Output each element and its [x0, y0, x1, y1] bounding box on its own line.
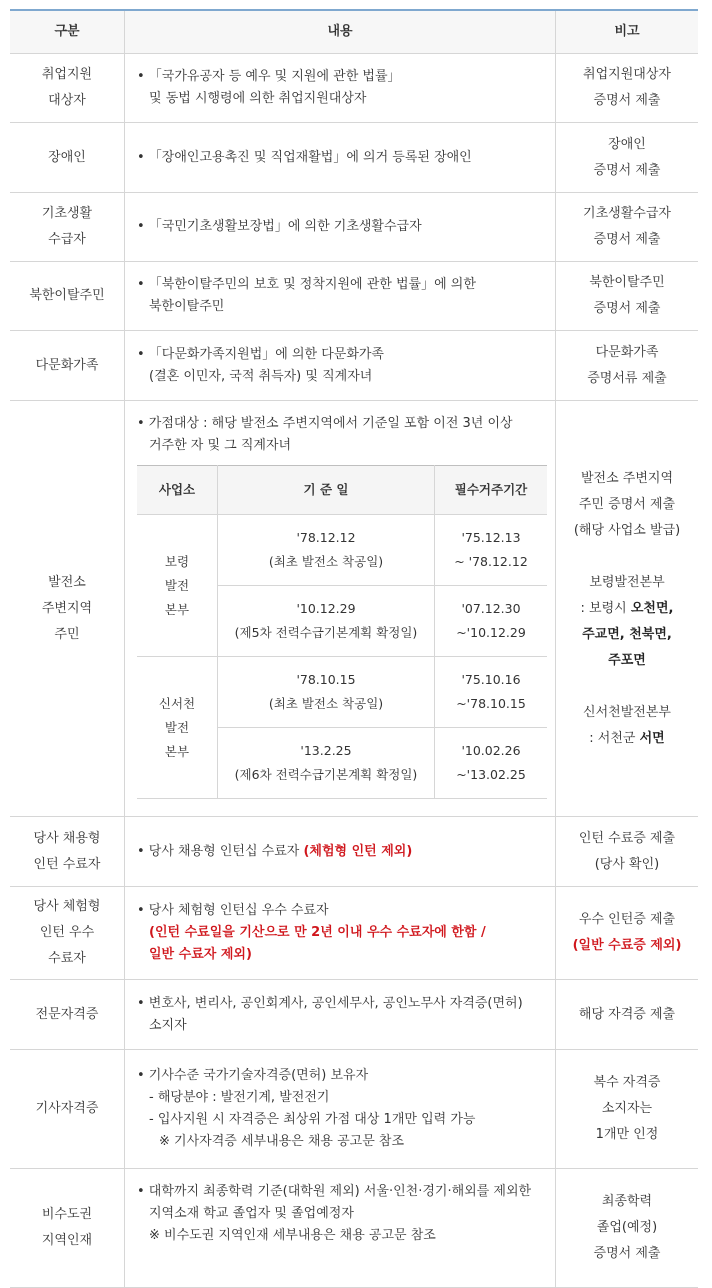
sub-header-office: 사업소	[137, 466, 218, 515]
row-note: 복수 자격증 소지자는 1개만 인정	[593, 1075, 661, 1142]
table-row	[10, 331, 698, 401]
row-note: 다문화가족 증명서류 제출	[587, 344, 667, 386]
row-category: 당사 채용형 인턴 수료자	[10, 817, 125, 886]
base-date: '78.10.15 (최초 발전소 착공일)	[218, 657, 435, 728]
table-row	[10, 193, 698, 262]
eligibility-table	[10, 9, 698, 1288]
sub-header-period: 필수거주기간	[435, 466, 548, 515]
row-category: 기사자격증	[10, 1050, 125, 1168]
sub-table-row	[137, 515, 547, 586]
table-row	[10, 1050, 698, 1169]
table-row	[10, 817, 698, 887]
base-date: '10.12.29 (제5차 전력수급기본계획 확정일)	[218, 586, 435, 657]
sub-table-row	[137, 657, 547, 728]
row-content: • 당사 체험형 인턴십 우수 수료자 (인턴 수료일을 기산으로 만 2년 이내 우수 수료자에 한함 / 일반 수료자 제외)	[125, 887, 556, 979]
row-note: 북한이탈주민 증명서 제출	[589, 275, 665, 316]
required-period: '75.12.13 ~ '78.12.12	[435, 515, 548, 586]
row-note: 최종학력 졸업(예정) 증명서 제출	[593, 1194, 661, 1261]
row-content: • 기사수준 국가기술자격증(면허) 보유자 - 해당분야 : 발전기계, 발전전기 - 입사지원 시 자격증은 최상위 가점 대상 1개만 입력 가능 ※ 기사자격증 세부내용은 채용 공고문 참조	[125, 1050, 556, 1168]
header-content: 내용	[125, 11, 556, 53]
row-note: 우수 인턴증 제출 (일반 수료증 제외)	[572, 912, 682, 953]
sub-header-date: 기 준 일	[218, 466, 435, 515]
plant-name: 신서천 발전 본부	[137, 657, 218, 799]
plant-name: 보령 발전 본부	[137, 515, 218, 657]
row-category: 다문화가족	[10, 331, 125, 400]
table-header	[10, 11, 698, 54]
base-date: '13.2.25 (제6차 전력수급기본계획 확정일)	[218, 728, 435, 799]
table-row	[10, 1169, 698, 1288]
row-category: 당사 체험형 인턴 우수 수료자	[10, 887, 125, 979]
row-content: • 「장애인고용촉진 및 직업재활법」에 의거 등록된 장애인	[125, 123, 556, 192]
row-category: 장애인	[10, 123, 125, 192]
table-row	[10, 887, 698, 980]
row-category: 발전소 주변지역 주민	[10, 401, 125, 816]
row-note: 취업지원대상자 증명서 제출	[583, 67, 671, 108]
table-row-power-plant	[10, 401, 698, 817]
required-period: '07.12.30 ~'10.12.29	[435, 586, 548, 657]
table-row	[10, 123, 698, 193]
table-row	[10, 980, 698, 1050]
row-content: • 대학까지 최종학력 기준(대학원 제외) 서울·인천·경기·해외를 제외한 지역소재 학교 졸업자 및 졸업예정자 ※ 비수도권 지역인재 세부내용은 채용 공고문 참조	[125, 1169, 556, 1287]
row-content: • 변호사, 변리사, 공인회계사, 공인세무사, 공인노무사 자격증(면허) 소지자	[125, 980, 556, 1049]
base-date: '78.12.12 (최초 발전소 착공일)	[218, 515, 435, 586]
row-content: • 「국가유공자 등 예우 및 지원에 관한 법률」 및 동법 시행령에 의한 취업지원대상자	[125, 54, 556, 122]
row-content: • 「다문화가족지원법」에 의한 다문화가족 (결혼 이민자, 국적 취득자) 및 직계자녀	[125, 331, 556, 400]
row-category: 기초생활 수급자	[10, 193, 125, 261]
row-category: 취업지원 대상자	[10, 54, 125, 122]
row-category: 비수도권 지역인재	[10, 1169, 125, 1287]
header-note: 비고	[614, 24, 640, 39]
table-row	[10, 54, 698, 123]
table-row	[10, 262, 698, 331]
row-note: 인턴 수료증 제출 (당사 확인)	[578, 830, 676, 872]
residence-period-table	[137, 465, 547, 799]
row-note: 기초생활수급자 증명서 제출	[583, 206, 671, 247]
row-category: 전문자격증	[10, 980, 125, 1049]
sub-table-header	[137, 466, 547, 515]
row-content: • 가점대상 : 해당 발전소 주변지역에서 기준일 포함 이전 3년 이상 거주한 자 및 그 직계자녀 사업소 기 준 일 필수거주기간 보령 발전 본부 '78.12.12 (최초 발전소 착공일) '75.12.13 ~ '78.12.12 '10.12.29 (제5차 전력수급기본계획 확정일) '07.12.30 ~'10.12.29 신서천 발전 본부 '78.10.15 (최초 발전소 착공일) '75.10.16 ~'78.10.15 '13.2.25 (제6차 전력수급기본계획 확정일) '10.02.26 ~'13.02.25	[125, 401, 556, 816]
row-content: • 당사 채용형 인턴십 수료자 (체험형 인턴 제외)	[125, 817, 556, 886]
row-content: • 「국민기초생활보장법」에 의한 기초생활수급자	[125, 193, 556, 261]
required-period: '10.02.26 ~'13.02.25	[435, 728, 548, 799]
row-note: 발전소 주변지역 주민 증명서 제출 (해당 사업소 발급) 보령발전본부 : 보령시 오천면, 주교면, 천북면, 주포면 신서천발전본부 : 서천군 서면	[573, 470, 681, 746]
row-note: 장애인 증명서 제출	[593, 136, 661, 178]
header-category: 구분	[10, 11, 125, 53]
row-category: 북한이탈주민	[10, 262, 125, 330]
row-note: 해당 자격증 제출	[578, 1006, 676, 1022]
row-content: • 「북한이탈주민의 보호 및 정착지원에 관한 법률」에 의한 북한이탈주민	[125, 262, 556, 330]
required-period: '75.10.16 ~'78.10.15	[435, 657, 548, 728]
